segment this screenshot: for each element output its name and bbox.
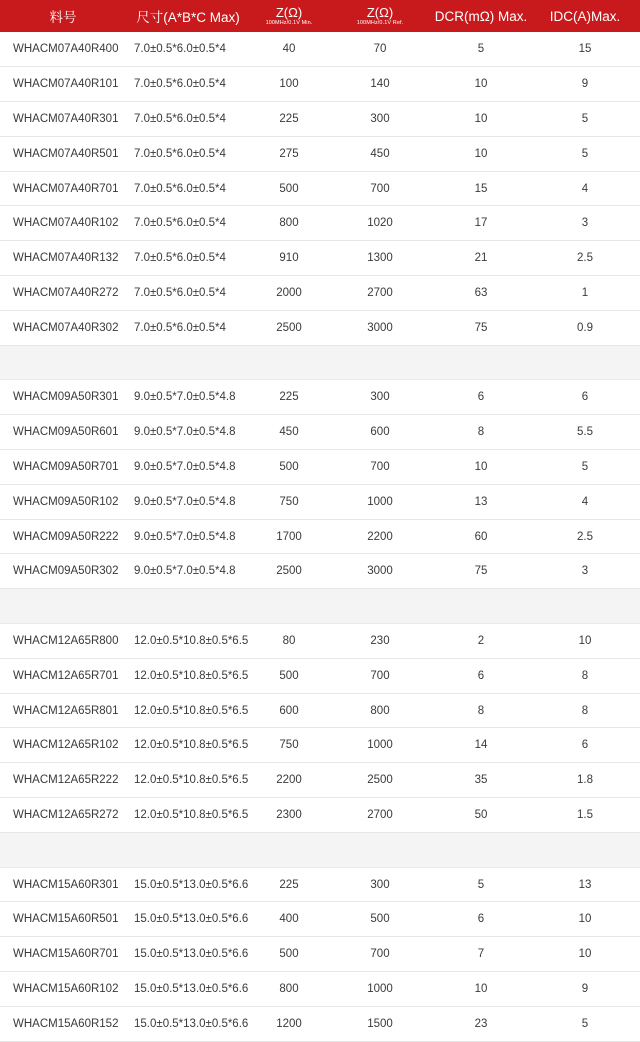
size-cell: 9.0±0.5*7.0±0.5*4.8 [134,460,236,473]
dcr-cell: 63 [474,286,488,299]
table-row [0,902,640,937]
size-cell: 15.0±0.5*13.0±0.5*6.6 [134,913,249,926]
z-min-cell: 600 [279,704,299,717]
dcr-cell: 2 [477,634,485,647]
table-row [0,276,640,311]
table-row [0,67,640,102]
dcr-cell: 10 [474,112,488,125]
z-min-cell: 800 [279,217,299,230]
header-dcr: DCR(mΩ) Max. [434,8,528,24]
z-min-cell: 800 [279,982,299,995]
z-min-cell: 2000 [276,286,302,299]
part-number-cell: WHACM15A60R701 [13,948,119,961]
dcr-cell: 10 [474,982,488,995]
group-separator [0,832,640,867]
table-row [0,171,640,206]
table-row [0,728,640,763]
size-cell: 15.0±0.5*13.0±0.5*6.6 [134,982,249,995]
table-row [0,310,640,345]
size-cell: 7.0±0.5*6.0±0.5*4 [134,321,226,334]
header-z-min [250,0,328,32]
part-number-cell: WHACM07A40R132 [13,252,119,265]
header-row [0,0,640,32]
part-number-cell: WHACM09A50R222 [13,530,119,543]
table-row [0,798,640,833]
z-min-cell: 2200 [276,774,302,787]
z-min-cell: 500 [279,948,299,961]
z-ref-cell: 300 [370,112,390,125]
idc-cell: 3 [581,565,589,578]
size-cell: 7.0±0.5*6.0±0.5*4 [134,78,226,91]
dcr-cell: 50 [474,808,488,821]
z-ref-cell: 3000 [367,565,393,578]
part-number-cell: WHACM12A65R272 [13,808,119,821]
part-number-cell: WHACM09A50R302 [13,565,119,578]
idc-cell: 1.8 [577,774,593,787]
z-min-cell: 40 [282,43,296,56]
header-z-ref [328,0,432,32]
part-number-cell: WHACM07A40R302 [13,321,119,334]
size-cell: 7.0±0.5*6.0±0.5*4 [134,43,226,56]
z-ref-cell: 70 [373,43,387,56]
header-z-min-sub: 100MHz/0.1V Min. [265,20,313,26]
size-cell: 7.0±0.5*6.0±0.5*4 [134,217,226,230]
header-z-min-label: Z(Ω) [275,5,303,20]
table-row [0,937,640,972]
z-min-cell: 750 [279,739,299,752]
table-row [0,32,640,67]
size-cell: 9.0±0.5*7.0±0.5*4.8 [134,391,236,404]
table-header [0,0,640,32]
table-row [0,241,640,276]
z-min-cell: 80 [282,634,296,647]
z-min-cell: 1700 [276,530,302,543]
z-ref-cell: 2200 [367,530,393,543]
z-ref-cell: 300 [370,878,390,891]
table-row [0,380,640,415]
part-number-cell: WHACM12A65R800 [13,634,119,647]
table-row [0,867,640,902]
idc-cell: 8 [581,669,589,682]
z-min-cell: 2500 [276,321,302,334]
table-body [0,32,640,1041]
table-row [0,450,640,485]
z-ref-cell: 700 [370,669,390,682]
dcr-cell: 15 [474,182,488,195]
idc-cell: 6 [581,391,589,404]
idc-cell: 10 [578,913,592,926]
idc-cell: 5 [581,1017,589,1030]
z-ref-cell: 1000 [367,495,393,508]
idc-cell: 4 [581,495,589,508]
header-part-no: 料号 [49,10,77,25]
size-cell: 12.0±0.5*10.8±0.5*6.5 [134,669,249,682]
dcr-cell: 5 [477,878,485,891]
size-cell: 15.0±0.5*13.0±0.5*6.6 [134,1017,249,1030]
size-cell: 15.0±0.5*13.0±0.5*6.6 [134,948,249,961]
z-min-cell: 100 [279,78,299,91]
part-number-cell: WHACM09A50R701 [13,460,119,473]
part-number-cell: WHACM15A60R501 [13,913,119,926]
part-number-cell: WHACM07A40R102 [13,217,119,230]
z-ref-cell: 2700 [367,286,393,299]
part-number-cell: WHACM09A50R102 [13,495,119,508]
size-cell: 7.0±0.5*6.0±0.5*4 [134,112,226,125]
part-number-cell: WHACM12A65R801 [13,704,119,717]
z-min-cell: 500 [279,460,299,473]
table-row [0,554,640,589]
dcr-cell: 60 [474,530,488,543]
table-row [0,102,640,137]
size-cell: 9.0±0.5*7.0±0.5*4.8 [134,495,236,508]
group-separator-cell [0,345,640,380]
z-ref-cell: 450 [370,147,390,160]
size-cell: 15.0±0.5*13.0±0.5*6.6 [134,878,249,891]
z-min-cell: 400 [279,913,299,926]
part-number-cell: WHACM12A65R102 [13,739,119,752]
z-ref-cell: 1000 [367,982,393,995]
z-ref-cell: 1500 [367,1017,393,1030]
idc-cell: 6 [581,739,589,752]
z-ref-cell: 700 [370,948,390,961]
idc-cell: 5 [581,460,589,473]
dcr-cell: 8 [477,426,485,439]
dcr-cell: 7 [477,948,485,961]
idc-cell: 9 [581,982,589,995]
part-number-cell: WHACM12A65R701 [13,669,119,682]
table-row [0,763,640,798]
table-row [0,693,640,728]
z-min-cell: 2300 [276,808,302,821]
part-number-cell: WHACM07A40R501 [13,147,119,160]
idc-cell: 8 [581,704,589,717]
z-ref-cell: 500 [370,913,390,926]
z-min-cell: 500 [279,669,299,682]
table-row [0,484,640,519]
dcr-cell: 17 [474,217,488,230]
z-min-cell: 450 [279,426,299,439]
z-ref-cell: 300 [370,391,390,404]
idc-cell: 2.5 [577,252,593,265]
idc-cell: 5 [581,147,589,160]
dcr-cell: 14 [474,739,488,752]
dcr-cell: 23 [474,1017,488,1030]
size-cell: 12.0±0.5*10.8±0.5*6.5 [134,774,249,787]
part-number-cell: WHACM09A50R301 [13,391,119,404]
part-number-cell: WHACM15A60R102 [13,982,119,995]
idc-cell: 0.9 [577,321,593,334]
header-z-ref-label: Z(Ω) [366,5,394,20]
size-cell: 12.0±0.5*10.8±0.5*6.5 [134,739,249,752]
z-ref-cell: 3000 [367,321,393,334]
z-min-cell: 500 [279,182,299,195]
dcr-cell: 6 [477,913,485,926]
part-number-cell: WHACM09A50R601 [13,426,119,439]
group-separator [0,589,640,624]
table-row [0,658,640,693]
table-row [0,415,640,450]
z-min-cell: 750 [279,495,299,508]
size-cell: 12.0±0.5*10.8±0.5*6.5 [134,634,249,647]
dcr-cell: 10 [474,460,488,473]
dcr-cell: 10 [474,147,488,160]
idc-cell: 3 [581,217,589,230]
z-min-cell: 910 [279,252,299,265]
z-ref-cell: 140 [370,78,390,91]
z-ref-cell: 800 [370,704,390,717]
part-number-cell: WHACM07A40R301 [13,112,119,125]
size-cell: 7.0±0.5*6.0±0.5*4 [134,252,226,265]
z-min-cell: 225 [279,391,299,404]
z-ref-cell: 2700 [367,808,393,821]
header-idc: IDC(A)Max. [549,8,621,24]
part-number-cell: WHACM07A40R272 [13,286,119,299]
z-ref-cell: 700 [370,460,390,473]
table-row [0,206,640,241]
z-min-cell: 275 [279,147,299,160]
z-min-cell: 1200 [276,1017,302,1030]
part-number-cell: WHACM15A60R301 [13,878,119,891]
part-number-cell: WHACM12A65R222 [13,774,119,787]
part-number-cell: WHACM07A40R400 [13,43,119,56]
idc-cell: 15 [578,43,592,56]
idc-cell: 10 [578,634,592,647]
z-ref-cell: 1020 [367,217,393,230]
dcr-cell: 75 [474,565,488,578]
part-number-cell: WHACM15A60R152 [13,1017,119,1030]
z-min-cell: 225 [279,112,299,125]
idc-cell: 1.5 [577,808,593,821]
z-ref-cell: 230 [370,634,390,647]
size-cell: 7.0±0.5*6.0±0.5*4 [134,182,226,195]
table-row [0,972,640,1007]
dcr-cell: 10 [474,78,488,91]
dcr-cell: 75 [474,321,488,334]
z-ref-cell: 600 [370,426,390,439]
size-cell: 9.0±0.5*7.0±0.5*4.8 [134,565,236,578]
z-ref-cell: 1000 [367,739,393,752]
dcr-cell: 6 [477,669,485,682]
dcr-cell: 13 [474,495,488,508]
size-cell: 9.0±0.5*7.0±0.5*4.8 [134,426,236,439]
group-separator-cell [0,589,640,624]
size-cell: 7.0±0.5*6.0±0.5*4 [134,286,226,299]
table-row [0,136,640,171]
dcr-cell: 5 [477,43,485,56]
z-min-cell: 2500 [276,565,302,578]
group-separator [0,345,640,380]
z-ref-cell: 1300 [367,252,393,265]
header-z-ref-sub: 100MHz/0.1V Ref. [356,20,404,26]
size-cell: 12.0±0.5*10.8±0.5*6.5 [134,808,249,821]
group-separator-cell [0,832,640,867]
idc-cell: 2.5 [577,530,593,543]
z-ref-cell: 2500 [367,774,393,787]
idc-cell: 1 [581,286,589,299]
idc-cell: 5 [581,112,589,125]
size-cell: 12.0±0.5*10.8±0.5*6.5 [134,704,249,717]
part-number-cell: WHACM07A40R101 [13,78,119,91]
z-min-cell: 225 [279,878,299,891]
idc-cell: 10 [578,948,592,961]
table-row [0,624,640,659]
size-cell: 7.0±0.5*6.0±0.5*4 [134,147,226,160]
dcr-cell: 6 [477,391,485,404]
dcr-cell: 8 [477,704,485,717]
idc-cell: 4 [581,182,589,195]
dcr-cell: 21 [474,252,488,265]
dcr-cell: 35 [474,774,488,787]
idc-cell: 9 [581,78,589,91]
table-row [0,519,640,554]
header-size: 尺寸(A*B*C Max) [136,10,240,25]
idc-cell: 13 [578,878,592,891]
z-ref-cell: 700 [370,182,390,195]
part-number-cell: WHACM07A40R701 [13,182,119,195]
size-cell: 9.0±0.5*7.0±0.5*4.8 [134,530,236,543]
idc-cell: 5.5 [577,426,593,439]
